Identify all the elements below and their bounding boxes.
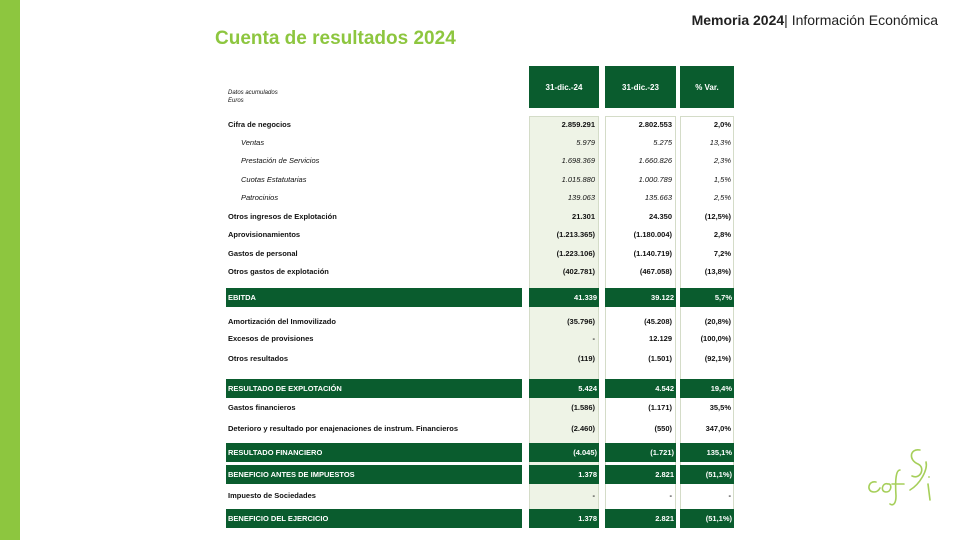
row-value-2023: (1.140.719) (633, 249, 672, 258)
row-value-var: (51,1%) (705, 514, 732, 523)
row-value-2024: (1.586) (571, 403, 595, 412)
row-value-var: 1,5% (713, 175, 731, 184)
row-label: Patrocinios (241, 193, 279, 202)
table-row (0, 488, 960, 504)
header-subtitle: | Información Económica (784, 12, 938, 28)
row-value-var: (100,0%) (700, 334, 731, 343)
table-row (0, 351, 960, 367)
row-label: Otros ingresos de Explotación (228, 212, 337, 221)
row-value-2024: 2.859.291 (561, 120, 595, 129)
row-value-var: 5,7% (714, 293, 732, 302)
table-row (0, 400, 960, 416)
row-value-var: (13,8%) (704, 267, 731, 276)
row-value-2023: (550) (654, 424, 672, 433)
row-label: RESULTADO FINANCIERO (228, 448, 323, 457)
row-value-2024: 1.015.880 (561, 175, 595, 184)
table-row (0, 190, 960, 206)
row-value-2023: 1.000.789 (638, 175, 672, 184)
row-value-2023: 24.350 (649, 212, 672, 221)
row-label: Aprovisionamientos (228, 230, 301, 239)
row-value-2024: 1.378 (578, 470, 597, 479)
row-label: Gastos de personal (228, 249, 298, 258)
row-value-2024: (1.223.106) (556, 249, 595, 258)
row-label: BENEFICIO DEL EJERCICIO (228, 514, 329, 523)
row-value-2024: (35.796) (567, 317, 595, 326)
table-row (0, 331, 960, 347)
row-value-var: 2,8% (713, 230, 731, 239)
header-title: Memoria 2024 (691, 12, 785, 28)
row-value-2024: (4.045) (573, 448, 597, 457)
table-row (0, 135, 960, 151)
row-value-2024: 139.063 (567, 193, 595, 202)
row-label: Ventas (241, 138, 265, 147)
row-label: Otros resultados (228, 354, 289, 363)
table-row (0, 314, 960, 330)
row-value-var: 2,0% (713, 120, 731, 129)
row-value-var: 347,0% (705, 424, 731, 433)
table-row (0, 172, 960, 188)
row-value-2024: (2.460) (571, 424, 595, 433)
row-value-2024: (402.781) (562, 267, 595, 276)
table-band-row (0, 465, 960, 484)
row-label: Amortización del Inmovilizado (228, 317, 336, 326)
row-value-2023: 4.542 (655, 384, 674, 393)
table-band-row (0, 509, 960, 528)
row-label: Deterioro y resultado por enajenaciones de instrum. Financieros (228, 424, 459, 433)
table-row (0, 227, 960, 243)
table-row (0, 246, 960, 262)
row-value-2023: 39.122 (651, 293, 674, 302)
units-line-2: Euros (228, 98, 244, 104)
row-value-2023: 1.660.826 (638, 156, 672, 165)
row-value-2024: 41.339 (574, 293, 597, 302)
row-label: RESULTADO DE EXPLOTACIÓN (228, 384, 342, 393)
row-value-2024: 1.698.369 (561, 156, 595, 165)
row-label: EBITDA (228, 293, 256, 302)
row-label: Gastos financieros (228, 403, 296, 412)
row-value-var: 7,2% (713, 249, 731, 258)
row-value-2023: 12.129 (649, 334, 672, 343)
table-row (0, 209, 960, 225)
table-row (0, 153, 960, 169)
column-header-var: % Var. (680, 66, 734, 108)
row-value-2023: 2.821 (655, 470, 674, 479)
row-value-2023: (1.180.004) (633, 230, 672, 239)
column-header-2023: 31-dic.-23 (605, 66, 676, 108)
cofsi-logo (862, 440, 942, 520)
row-value-var: (51,1%) (705, 470, 732, 479)
row-value-2023: 5.275 (653, 138, 672, 147)
row-value-2023: - (669, 491, 672, 500)
row-label: Cuotas Estatutarias (241, 175, 307, 184)
row-value-var: (92,1%) (704, 354, 731, 363)
row-value-var: - (728, 491, 731, 500)
row-value-var: 2,3% (713, 156, 731, 165)
row-label: Cifra de negocios (228, 120, 291, 129)
row-value-2024: 1.378 (578, 514, 597, 523)
row-value-2023: (1.721) (650, 448, 674, 457)
row-value-2024: 5.979 (576, 138, 595, 147)
table-band-row (0, 288, 960, 307)
page-title: Cuenta de resultados 2024 (215, 28, 456, 49)
table-row (0, 117, 960, 133)
row-value-var: (20,8%) (704, 317, 731, 326)
row-label: Otros gastos de explotación (228, 267, 329, 276)
row-value-2023: (1.501) (648, 354, 672, 363)
row-value-2024: - (592, 491, 595, 500)
row-value-2023: 135.663 (644, 193, 672, 202)
units-line-1: Datos acumulados (228, 90, 278, 96)
row-value-2023: 2.821 (655, 514, 674, 523)
table-row (0, 264, 960, 280)
table-band-row (0, 379, 960, 398)
table-row (0, 421, 960, 437)
row-value-2023: (467.058) (639, 267, 672, 276)
row-label: BENEFICIO ANTES DE IMPUESTOS (228, 470, 355, 479)
row-value-var: 35,5% (709, 403, 731, 412)
table-units (228, 89, 278, 105)
row-label: Excesos de provisiones (228, 334, 314, 343)
row-value-2024: (1.213.365) (556, 230, 595, 239)
page-header (692, 12, 938, 28)
row-value-var: 19,4% (710, 384, 732, 393)
row-value-var: 13,3% (709, 138, 731, 147)
row-value-2023: (45.208) (644, 317, 672, 326)
row-value-var: 135,1% (706, 448, 732, 457)
row-value-2023: 2.802.553 (638, 120, 672, 129)
row-value-var: (12,5%) (704, 212, 731, 221)
row-value-var: 2,5% (713, 193, 731, 202)
table-band-row (0, 443, 960, 462)
row-value-2023: (1.171) (648, 403, 672, 412)
row-label: Impuesto de Sociedades (228, 491, 316, 500)
row-value-2024: (119) (577, 354, 595, 363)
row-label: Prestación de Servicios (241, 156, 320, 165)
column-header-2024: 31-dic.-24 (529, 66, 599, 108)
row-value-2024: 21.301 (572, 212, 595, 221)
row-value-2024: - (592, 334, 595, 343)
row-value-2024: 5.424 (578, 384, 597, 393)
